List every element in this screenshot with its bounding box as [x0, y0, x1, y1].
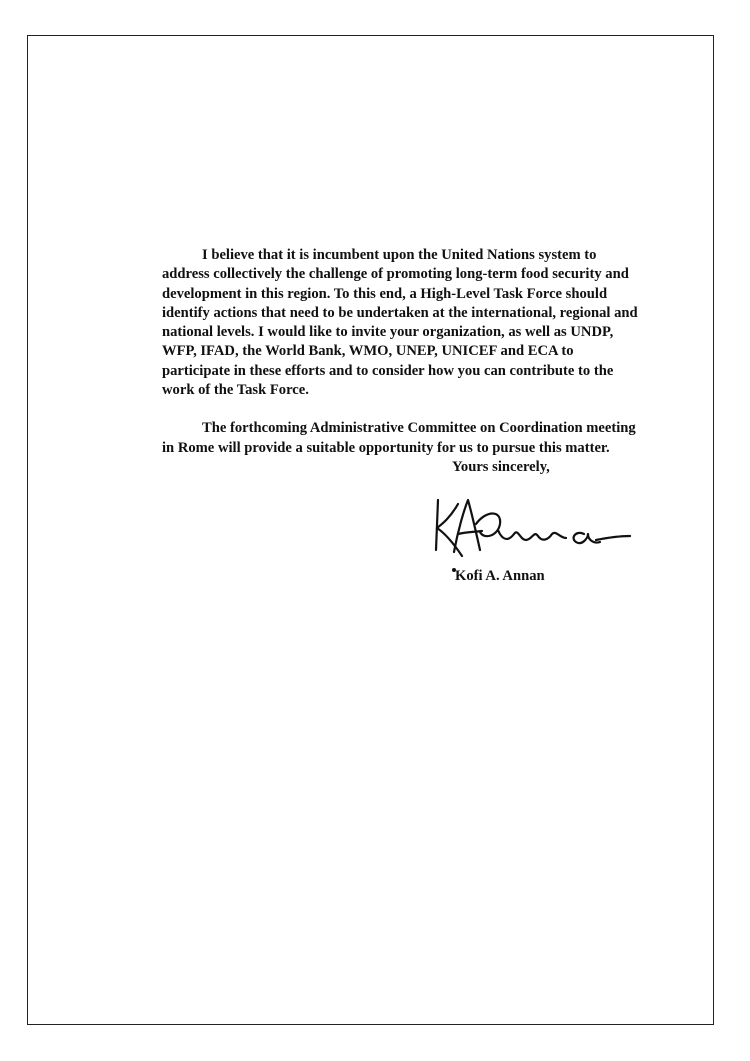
- paragraph-meeting: The forthcoming Administrative Committee on Coordination meeting in Rome will provide a suitable opportunity for us to pursue this matter.: [162, 420, 636, 456]
- letter-body: [162, 246, 642, 477]
- paragraph-invitation: I believe that it is incumbent upon the United Nations system to address collectively the challenge of promoting long-term food security and development in this region. To this end, a High-Level Task Force should identify actions that need to be undertaken at the international, regional and national levels. I would like to invite your organization, as well as UNDP, WFP, IFAD, the World Bank, WMO, UNEP, UNICEF and ECA to participate in these efforts and to consider how you can contribute to the work of the Task Force.: [162, 247, 638, 399]
- closing-salutation: Yours sincerely,: [452, 459, 550, 475]
- handwritten-signature: [428, 490, 638, 574]
- signer-name: Kofi A. Annan: [455, 568, 545, 584]
